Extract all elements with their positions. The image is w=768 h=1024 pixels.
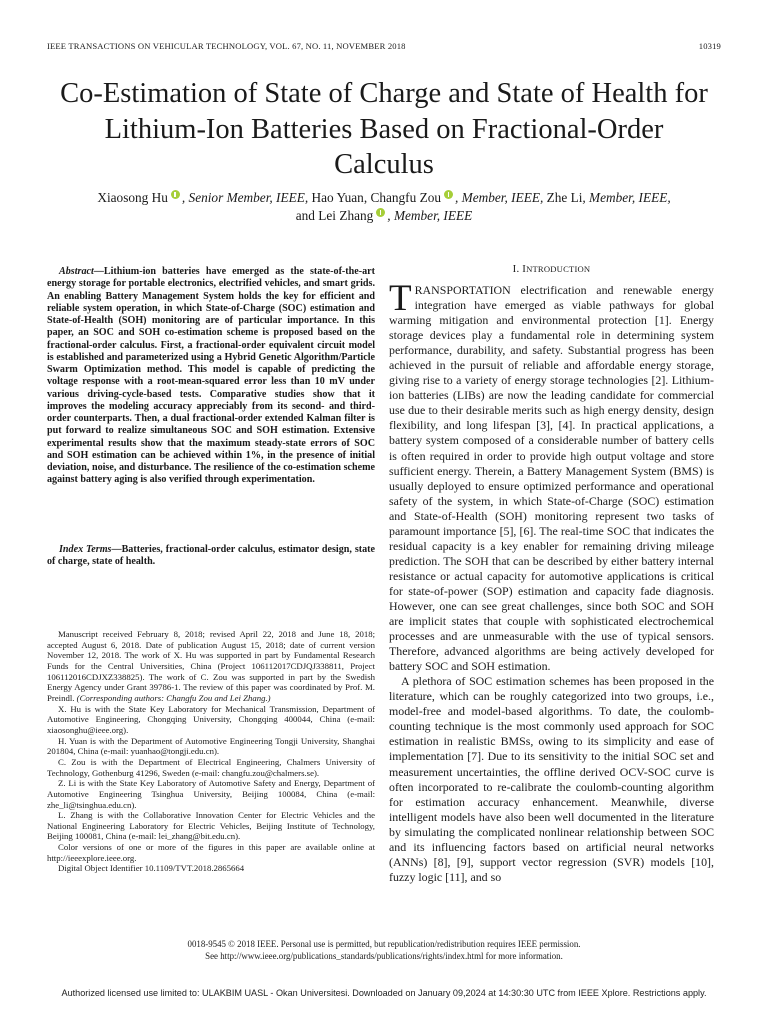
author-li-role: , Member, IEEE,	[582, 190, 671, 205]
doi: Digital Object Identifier 10.1109/TVT.2018.2865664	[58, 863, 245, 874]
color-versions-note: Color versions of one or more of the figures in this paper are available online at http://ieeexplore.ieee.org.	[47, 842, 375, 863]
intro-paragraph-1-text: electrification and renewable energy integration have emerged as viable pathways for global warming mitigation and environmental protection [1]. Energy storage devices play a fundamental role in determining system performance, durability, and safety. Substantial progress has been achieved in the pursuit of reliable and affordable energy storage, giving rise to a variety of energy storage technologies [2]. Lithium-ion batteries (LIBs) are now the leading candidate for commercial use due to their desirable merits such as high energy density, design flexibility, and long lifespan [3], [4]. In practical applications, a battery system composed of a considerable number of battery cells is often required in order to provide high output voltage and store sufficient energy. Therein, a Battery Management System (BMS) is usually deployed to ensure optimized performance and operational safety of the system, in which State-of-Charge (SOC) estimation and State-of-Health (SOH) monitoring represent two tasks of paramount importance [5], [6]. The real-time SOC that indicates the residual capacity is a key enabler for remaining driving mileage prediction. The SOH that can be described by either battery internal resistance or actual capacity for automotive applications is critical for state-of-power (SOP) estimation and capacity fade diagnosis. However, one can see great challenges, since both SOC and SOH are implicit states that couple with sophisticated electrochemical processes and are unmeasurable with the use of typical sensors. Therefore, advanced algorithms are being actively developed for battery SOC and SOH estimation.	[389, 283, 714, 674]
section-heading	[389, 263, 714, 275]
section-initial: I	[522, 263, 527, 275]
index-terms-text: —Batteries, fractional-order calculus, estimator design, state of charge, state of health.	[47, 544, 375, 568]
abstract	[47, 266, 375, 487]
introduction-body	[389, 278, 714, 885]
author-line-2	[50, 207, 718, 225]
abstract-text: —Lithium-ion batteries have emerged as the state-of-the-art energy storage for portable electronics, electrified vehicles, and smart grids. An enabling Battery Management System holds the key for efficient and reliable system operation, in which State-of-Charge (SOC) estimation and State-of-Health (SOH) monitoring are of particular importance. In this paper, an SOC and SOH co-estimation scheme is proposed based on the fractional-order calculus. First, a fractional-order equivalent circuit model is established and parameterized using a Hybrid Genetic Algorithm/Particle Swarm Optimization method. This model is capable of predicting the voltage response with a root-mean-squared error less than 10 mV under various driving-cycle-based tests. Comparative studies show that it improves the modeling accuracy appreciably from its second- and third-order counterparts. Then, a dual fractional-order extended Kalman filter is put forward to realize simultaneous SOC and SOH estimation. Extensive experimental results show that the maximum steady-state errors of SOC and SOH estimation can be achieved within 1%, in the presence of initial deviation, noise, and disturbance. The resilience of the co-estimation scheme against battery aging is also verified through experimentation.	[47, 266, 375, 486]
affiliation-zou: C. Zou is with the Department of Electrical Engineering, Chalmers University of Technology, Gothenburg 41296, Sweden (e-mail: changfu.zou@chalmers.se).	[47, 756, 375, 778]
author-li: Zhe Li	[543, 190, 583, 205]
intro-paragraph-1	[389, 278, 714, 674]
orcid-icon[interactable]	[376, 208, 385, 217]
orcid-icon[interactable]	[444, 190, 453, 199]
journal-name: IEEE TRANSACTIONS ON VEHICULAR TECHNOLOGY, VOL. 67, NO. 11, NOVEMBER 2018	[47, 41, 406, 51]
author-zhang-role: , Member, IEEE	[387, 208, 473, 223]
author-line-1	[50, 189, 718, 207]
copyright-line: 0018-9545 © 2018 IEEE. Personal use is permitted, but republication/redistribution requires IEEE permission.	[187, 939, 581, 949]
author-yuan-zou: Hao Yuan, Changfu Zou	[308, 190, 442, 205]
manuscript-text: Manuscript received February 8, 2018; revised April 22, 2018 and June 18, 2018; accepted August 6, 2018. Date of publication August 15, 2018; date of current version November 12, 2018. The work of X. Hu was supported in part by Fundamental Research Funds for the Central Universities, China (Project 106112017CDJQJ338811, Project 106112016CDJXZ338825). The work of C. Zou was supported in part by the Swedish Energy Agency under Grant 39786-1. The review of this paper was coordinated by Prof. M. Preindl.	[47, 629, 375, 703]
paper-title: Co-Estimation of State of Charge and State of Health for Lithium-Ion Batteries Based on Fractional-Order Calculus	[60, 78, 708, 180]
index-terms-label: Index Terms	[59, 544, 112, 555]
author-zhang: and Lei Zhang	[295, 208, 374, 223]
copyright-notice	[60, 938, 708, 963]
drop-cap: T	[389, 278, 412, 319]
intro-paragraph-2: A plethora of SOC estimation schemes has been proposed in the literature, which can be roughly categorized into two groups, i.e., model-free and model-based algorithms. To date, the coulomb-counting technique is the most commonly used approach for SOC estimation in realistic BMSs, owing to its simplicity and ease of implementation [7]. Due to its sensitivity to the initial SOC set and measurement uncertainties, the offline derived OCV-SOC curve is often incorporated to re-calibrate the coulomb-counting algorithm for estimation accuracy enhancement. Meanwhile, diverse intelligent models have also been well documented in the literature by simulating the complicated nonlinear relationship between SOC and its influencing factors based on artificial neural networks (ANNs) [8], [9], support vector regression (SVR) models [10], fuzzy logic [11], and so	[389, 674, 714, 884]
rights-link[interactable]: See http://www.ieee.org/publications_standards/publications/rights/index.html for more information.	[205, 951, 563, 962]
abstract-label: Abstract	[59, 266, 94, 277]
license-banner: Authorized licensed use limited to: ULAKBIM UASL - Okan Universitesi. Downloaded on January 09,2024 at 14:30:30 UTC from IEEE Xplore. Restrictions apply.	[61, 988, 707, 998]
affiliation-li: Z. Li is with the State Key Laboratory of Automotive Safety and Energy, Department of Automotive Engineering Tsinghua University, Beijing 100084, China (e-mail: zhe_li@tsinghua.edu.cn).	[47, 778, 375, 810]
affiliation-yuan: H. Yuan is with the Department of Automotive Engineering Tongji University, Shanghai 201804, China (e-mail: yuanhao@tongji.edu.cn).	[47, 735, 375, 757]
author-hu-role: , Senior Member, IEEE,	[181, 190, 309, 205]
index-terms	[47, 544, 375, 569]
affiliation-hu: X. Hu is with the State Key Laboratory for Mechanical Transmission, Department of Automotive Engineering, Chongqing University, Chongqing 400044, China (e-mail: xiaosonghu@ieee.org).	[47, 703, 375, 735]
orcid-icon[interactable]	[171, 190, 180, 199]
section-title-rest: NTRODUCTION	[526, 264, 591, 274]
running-header	[47, 41, 721, 53]
corresponding-authors: (Corresponding authors: Changfu Zou and Lei Zhang.)	[76, 692, 271, 703]
author-zou-role: , Member, IEEE,	[455, 190, 544, 205]
intro-first-word: RANSPORTATION	[414, 283, 511, 297]
author-list	[50, 189, 718, 225]
page-number: 10319	[698, 41, 721, 51]
manuscript-note	[47, 629, 375, 704]
section-number: I.	[512, 263, 523, 275]
author-hu: Xiaosong Hu	[97, 190, 168, 205]
affiliation-zhang: L. Zhang is with the Collaborative Innovation Center for Electric Vehicles and the National Engineering Laboratory for Electric Vehicles, Beijing Institute of Technology, Beijing 100081, China (e-mail: lei_zhang@bit.edu.cn).	[47, 810, 375, 842]
footnotes	[47, 629, 375, 874]
